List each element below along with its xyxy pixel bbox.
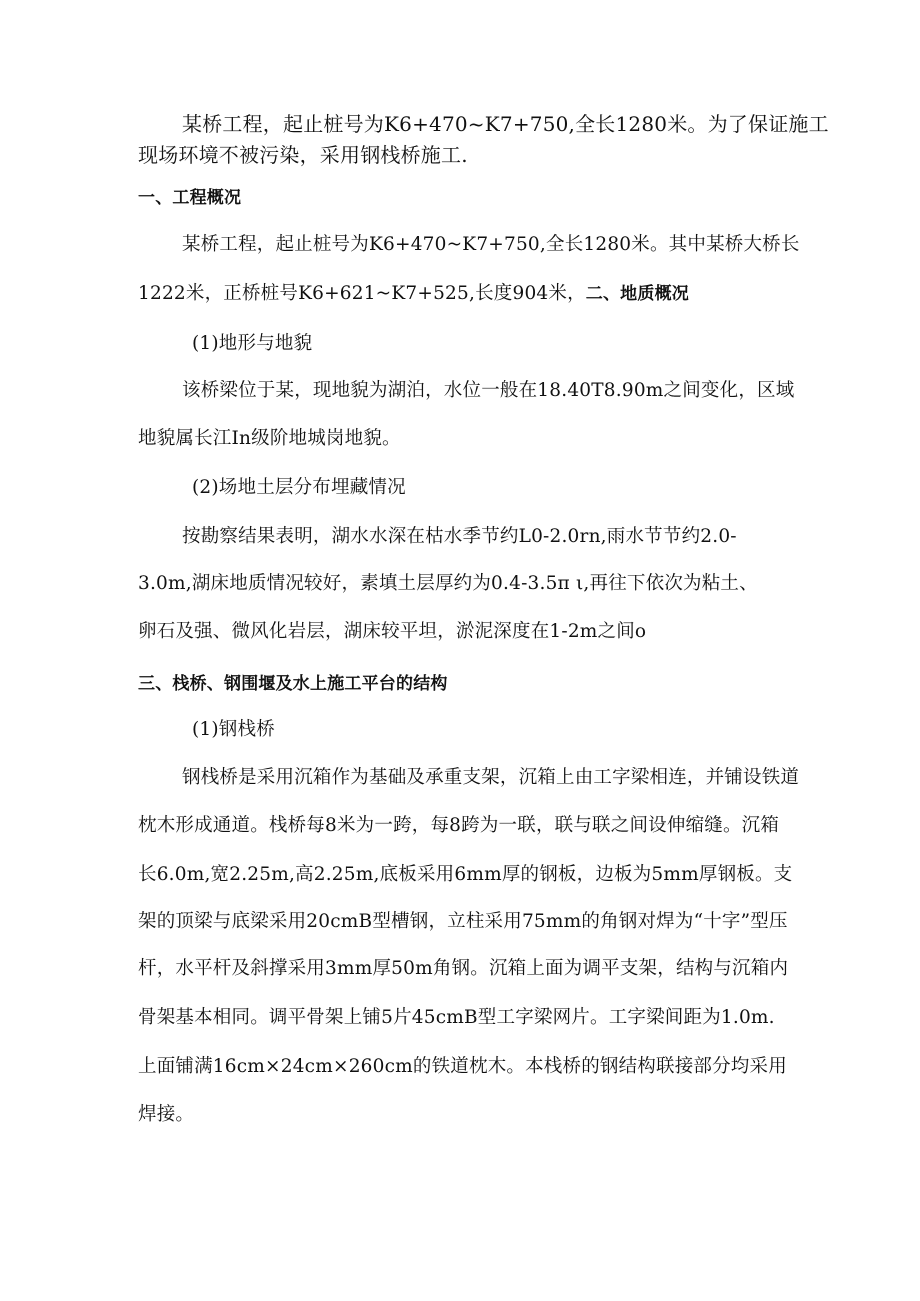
trestle-line-6: 骨架基本相同。调平骨架上铺5片45cmB型工字梁网片。工字梁间距为1.0m. [138,1007,775,1028]
terrain-line-1: 该桥梁位于某，现地貌为湖泊，水位一般在18.40T8.90m之间变化，区域 [182,380,795,401]
terrain-line-2: 地貌属长江In级阶地城岗地貌。 [138,428,401,449]
trestle-line-1: 钢栈桥是采用沉箱作为基础及承重支架，沉箱上由工字梁相连，并铺设铁道 [182,767,800,788]
section-heading-overview: 一、工程概况 [138,188,242,208]
section-heading-geology: 二、地质概况 [585,284,689,304]
trestle-line-5: 杆，水平杆及斜撑采用3mm厚50m角钢。沉箱上面为调平支架，结构与沉箱内 [138,958,789,979]
trestle-line-7: 上面铺满16cm×24cm×260cm的铁道枕木。本栈桥的钢结构联接部分均采用 [138,1056,787,1077]
overview-line-2 [138,282,689,306]
soil-line-2: 3.0m,湖床地质情况较好，素填土层厚约为0.4-3.5π ι,再往下依次为粘土、 [138,573,758,594]
trestle-line-3: 长6.0m,宽2.25m,高2.25m,底板采用6mm厚的钢板，边板为5mm厚钢板。支 [138,864,793,885]
soil-line-3: 卵石及强、微风化岩层，湖床较平坦，淤泥深度在1-2m之间o [138,621,647,642]
overview-line-1: 某桥工程，起止桩号为K6+470~K7+750,全长1280米。其中某桥大桥长 [182,234,800,255]
subheading-terrain: (1)地形与地貌 [192,333,313,354]
intro-line-2: 现场环境不被污染，采用钢栈桥施工. [138,143,468,167]
subheading-steel-trestle: (1)钢栈桥 [192,719,275,740]
trestle-line-2: 枕木形成通道。栈桥每8米为一跨，每8跨为一联，联与联之间设伸缩缝。沉箱 [138,815,780,836]
subheading-soil: (2)场地土层分布埋藏情况 [192,477,406,498]
overview-line-2-text: 1222米，正桥桩号K6+621~K7+525,长度904米， [138,283,586,304]
trestle-line-4: 架的顶梁与底梁采用20cmB型槽钢，立柱采用75mm的角钢对焊为“十字”型压 [138,911,788,932]
trestle-line-8: 焊接。 [138,1104,195,1125]
section-heading-structure: 三、栈桥、钢围堰及水上施工平台的结构 [138,674,448,694]
intro-line-1: 某桥工程，起止桩号为K6+470~K7+750,全长1280米。为了保证施工 [182,112,829,136]
soil-line-1: 按勘察结果表明，湖水水深在枯水季节约L0-2.0rn,雨水节节约2.0- [182,526,737,547]
